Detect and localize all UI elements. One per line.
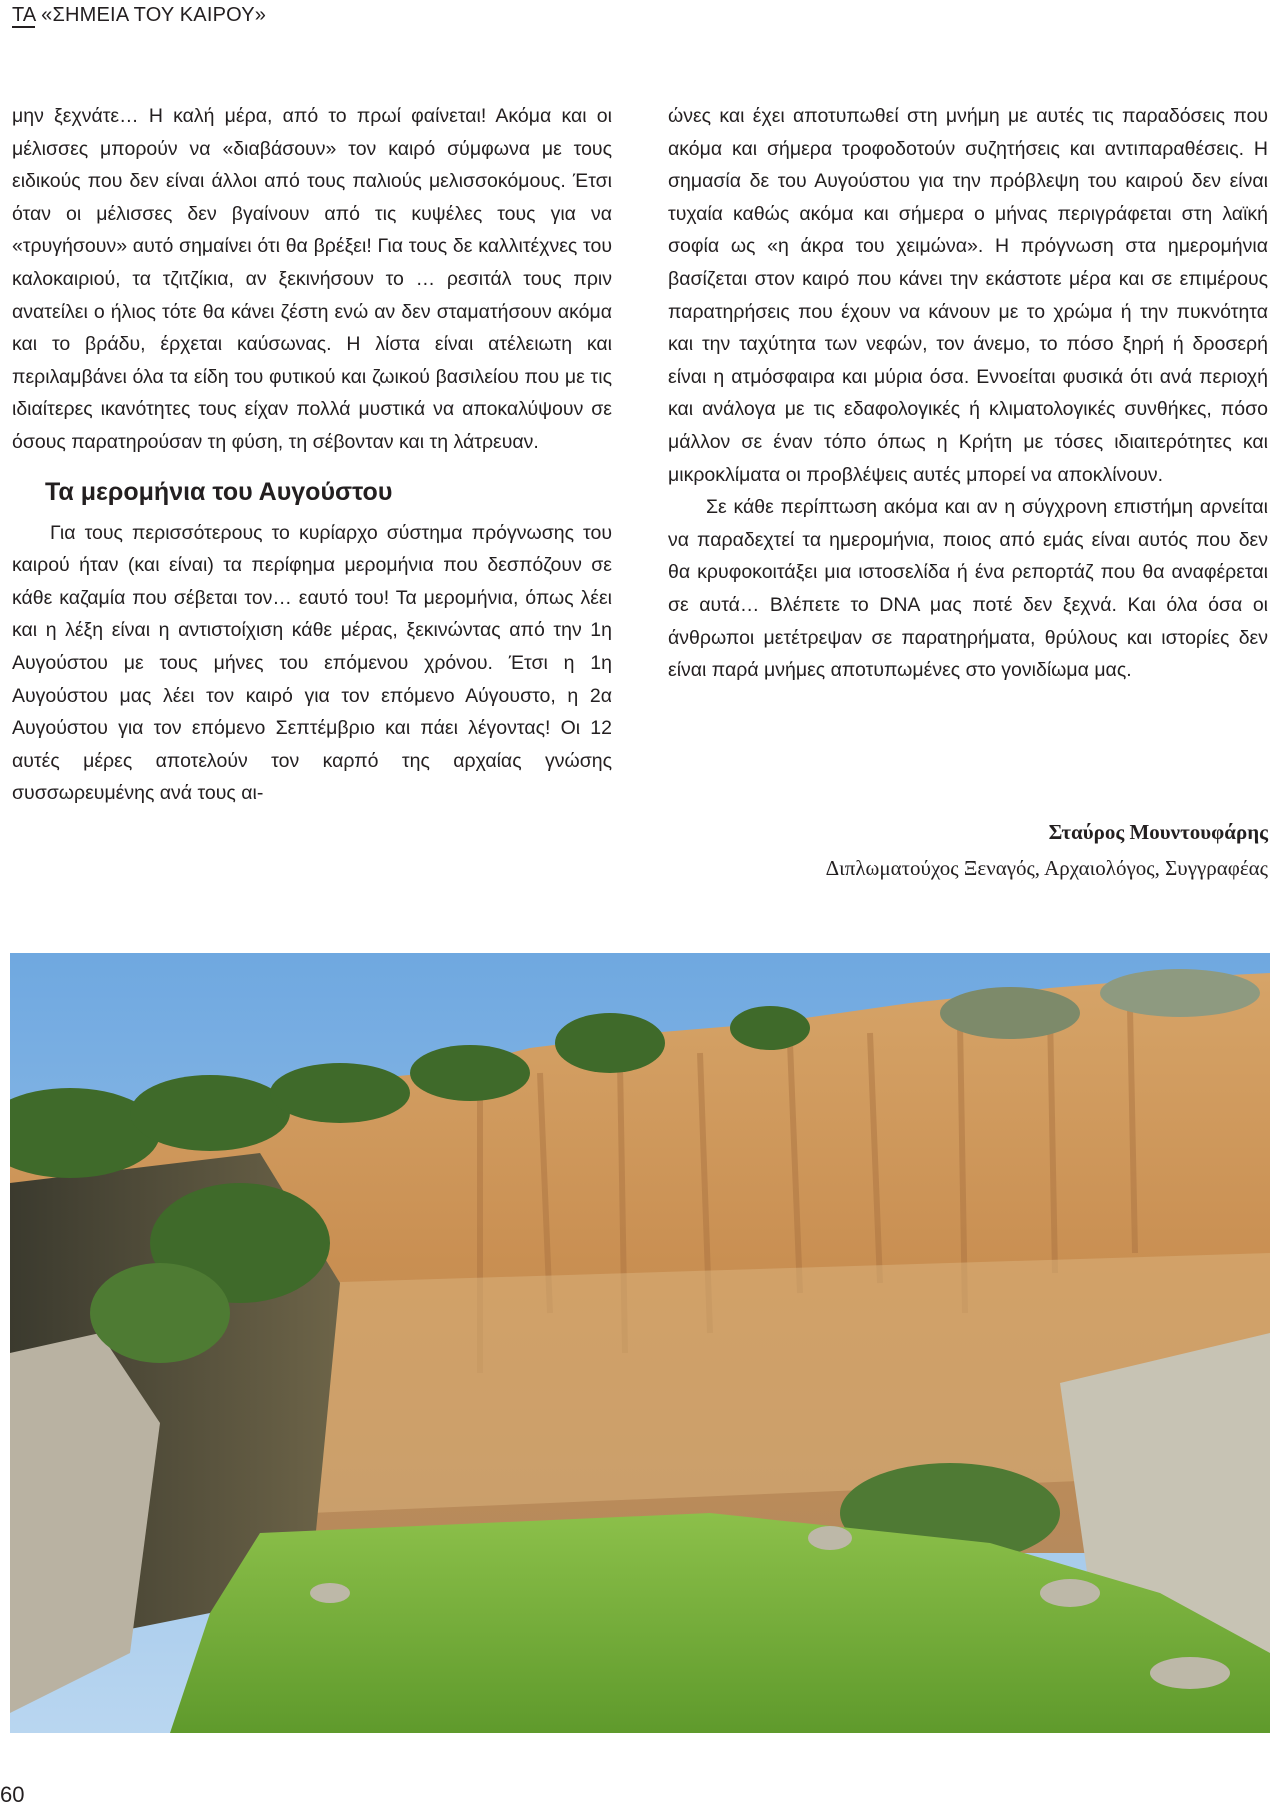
running-head	[12, 4, 266, 27]
author-name: Σταύρος Μουντουφάρης	[1048, 820, 1268, 844]
right-column	[668, 100, 1268, 687]
gorge-landscape-photo	[10, 953, 1270, 1733]
running-head-title: «ΣΗΜΕΙΑ ΤΟΥ ΚΑΙΡΟΥ»	[35, 4, 267, 26]
right-paragraph-2: Σε κάθε περίπτωση ακόμα και αν η σύγχρονη επιστήμη αρνείται να παραδεχτεί τα ημερομήνια, ποιος από εμάς είναι αυτός που δεν θα κρυφοκοιτάξει μια ιστοσελίδα ή ένα ρεπορτάζ που θα αναφέρεται σε αυτά… Βλέπετε το DNA μας ποτέ δεν ξεχνά. Και όλα όσα οι άνθρωποι μετέτρεψαν σε παρατηρήματα, θρύλους και ιστορίες δεν είναι παρά μνήμες αποτυπωμένες στο γονιδίωμα μας.	[668, 496, 1268, 682]
section-heading: Τα μερομήνια του Αυγούστου	[45, 477, 393, 506]
right-paragraph-1: ώνες και έχει αποτυπωθεί στη μνήμη με αυτές τις παραδόσεις που ακόμα και σήμερα τροφοδοτούν συζητήσεις και αντιπαραθέσεις. Η σημασία δε του Αυγούστου για την πρόβλεψη του καιρού δεν είναι τυχαία καθώς ακόμα και σήμερα ο μήνας περιγράφεται στη λαϊκή σοφία ως «η άκρα του χειμώνα». Η πρόγνωση στα ημερομήνια βασίζεται στον καιρό που κάνει την εκάστοτε μέρα και σε επιμέρους παρατηρήσεις που έχουν να κάνουν με το χρώμα ή την πυκνότητα και την ταχύτητα των νεφών, τον άνεμο, το πόσο ξηρή ή δροσερή είναι η ατμόσφαιρα και μύρια όσα. Εννοείται φυσικά ότι ανά περιοχή και ανάλογα με τις εδαφολογικές ή κλιματολογικές συνθήκες, πόσο μάλλον σε έναν τόπο όπως η Κρήτη με τόσες ιδιαιτερότητες και μικροκλίματα οι προβλέψεις αυτές μπορεί να αποκλίνουν.	[668, 105, 1268, 486]
author-title: Διπλωματούχος Ξεναγός, Αρχαιολόγος, Συγγραφέας	[825, 856, 1268, 880]
left-paragraph-1: μην ξεχνάτε… Η καλή μέρα, από το πρωί φαίνεται! Ακόμα και οι μέλισσες μπορούν να «διαβάσουν» τον καιρό σύμφωνα με τους ειδικούς που δεν είναι άλλοι από τους παλιούς μελισσοκόμους. Έτσι όταν οι μέλισσες δεν βγαίνουν από τις κυψέλες τους για να «τρυγήσουν» αυτό σημαίνει ότι θα βρέξει! Για τους δε καλλιτέχνες του καλοκαιριού, τα τζιτζίκια, αν ξεκινήσουν το … ρεσιτάλ τους πριν ανατείλει ο ήλιος τότε θα κάνει ζέστη ενώ αν δεν σταματήσουν ακόμα και το βράδυ, έρχεται καύσωνας. Η λίστα είναι ατέλειωτη και περιλαμβάνει όλα τα είδη του φυτικού και ζωικού βασιλείου που με τις ιδιαίτερες ικανότητες τους είχαν πολλά μυστικά να αποκαλύψουν σε όσους παρατηρούσαν τη φύση, τη σέβονταν και τη λάτρευαν.	[12, 105, 612, 453]
running-head-ta: ΤΑ	[12, 4, 36, 26]
page-number: 60	[0, 1782, 25, 1807]
left-column	[12, 100, 612, 810]
landscape-illustration	[10, 953, 1270, 1733]
author-signature	[826, 814, 1268, 886]
left-paragraph-2: Για τους περισσότερους το κυρίαρχο σύστημα πρόγνωσης του καιρού ήταν (και είναι) τα περίφημα μερομήνια που δεσπόζουν σε κάθε καζαμία που σέβεται τον… εαυτό του! Τα μερομήνια, όπως λέει και η λέξη είναι η αντιστοίχιση κάθε μέρας, ξεκινώντας από την 1η Αυγούστου με τους μήνες του επόμενου χρόνου. Έτσι η 1η Αυγούστου μας λέει τον καιρό για τον επόμενο Αύγουστο, η 2α Αυγούστου για τον επόμενο Σεπτέμβριο και πάει λέγοντας! Οι 12 αυτές μέρες αποτελούν τον καρπό της αρχαίας γνώσης συσσωρευμένης ανά τους αι-	[12, 521, 612, 805]
